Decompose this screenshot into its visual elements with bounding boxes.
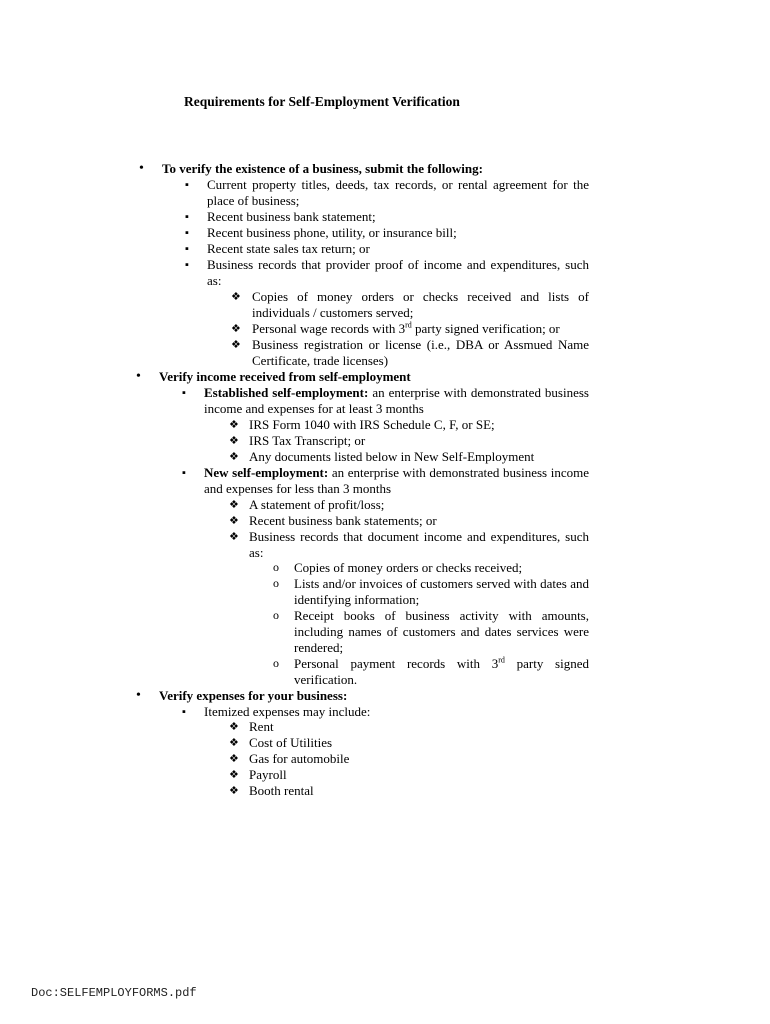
payment-text-rest: party signed verification. [294,656,589,687]
bullet-circle [273,608,279,624]
list-item: Business records that document income and expenditures, such as: [249,529,589,560]
wage-text: Personal wage records with 3 [252,321,406,336]
bullet-diamond [231,337,241,354]
bullet-disc [136,369,141,385]
list-item [294,656,589,688]
bullet-square [182,465,186,482]
bullet-diamond [229,417,239,434]
bullet-diamond [229,735,239,752]
section-heading-income: Verify income received from self-employment [159,369,411,384]
established-text: an enterprise with demonstrated business income and expenses for at least 3 months [204,385,589,416]
bullet-diamond [229,433,239,450]
list-item: Business registration or license (i.e., DBA or Assmued Name Certificate, trade licenses) [252,337,589,368]
list-item: Copies of money orders or checks received and lists of individuals / customers served; [252,289,589,320]
new-paragraph [204,465,589,497]
list-item: Copies of money orders or checks received; [294,560,523,575]
established-label: Established self-employment: [204,385,369,400]
bullet-circle [273,656,279,672]
ordinal-suffix: rd [498,655,505,665]
list-item: Lists and/or invoices of customers served with dates and identifying information; [294,576,589,607]
bullet-diamond [229,529,239,546]
list-item [252,321,560,337]
bullet-diamond [229,751,239,768]
bullet-diamond [229,783,239,800]
list-item: Current property titles, deeds, tax records, or rental agreement for the place of business; [207,177,589,208]
list-item: Business records that provider proof of income and expenditures, such as: [207,257,589,288]
bullet-disc [139,161,144,177]
established-paragraph [204,385,589,417]
bullet-diamond [229,719,239,736]
list-item: IRS Tax Transcript; or [249,433,366,448]
list-item: Itemized expenses may include: [204,704,371,719]
ordinal-suffix: rd [405,320,412,330]
section-heading-expenses: Verify expenses for your business: [159,688,348,703]
list-item: Any documents listed below in New Self-Employment [249,449,535,464]
bullet-square [185,225,189,242]
list-item: IRS Form 1040 with IRS Schedule C, F, or SE; [249,417,495,432]
list-item: Cost of Utilities [249,735,333,750]
bullet-square [185,257,189,274]
bullet-diamond [231,321,241,338]
bullet-square [185,177,189,194]
list-item: Recent business bank statement; [207,209,376,224]
list-item: A statement of profit/loss; [249,497,385,512]
bullet-square [185,241,189,258]
bullet-square [182,385,186,402]
new-text: an enterprise with demonstrated business income and expenses for less than 3 months [204,465,589,496]
bullet-circle [273,576,279,592]
bullet-diamond [229,449,239,466]
list-item: Recent business bank statements; or [249,513,437,528]
bullet-circle [273,560,279,576]
section-heading-existence: To verify the existence of a business, submit the following: [162,161,483,176]
list-item: Gas for automobile [249,751,350,766]
bullet-diamond [229,513,239,530]
document-title: Requirements for Self-Employment Verification [184,94,460,109]
bullet-disc [136,688,141,704]
list-item: Payroll [249,767,287,782]
document-footer: Doc:SELFEMPLOYFORMS.pdf [31,986,197,1000]
list-item: Receipt books of business activity with amounts, including names of customers and dates services were rendered; [294,608,589,655]
bullet-square [185,209,189,226]
list-item: Booth rental [249,783,314,798]
bullet-square [182,704,186,721]
list-item: Recent business phone, utility, or insurance bill; [207,225,457,240]
list-item: Recent state sales tax return; or [207,241,370,256]
bullet-diamond [229,767,239,784]
payment-text: Personal payment records with 3 [294,656,499,671]
bullet-diamond [231,289,241,306]
wage-text-rest: party signed verification; or [411,321,560,336]
new-label: New self-employment: [204,465,329,480]
bullet-diamond [229,497,239,514]
list-item: Rent [249,719,274,734]
